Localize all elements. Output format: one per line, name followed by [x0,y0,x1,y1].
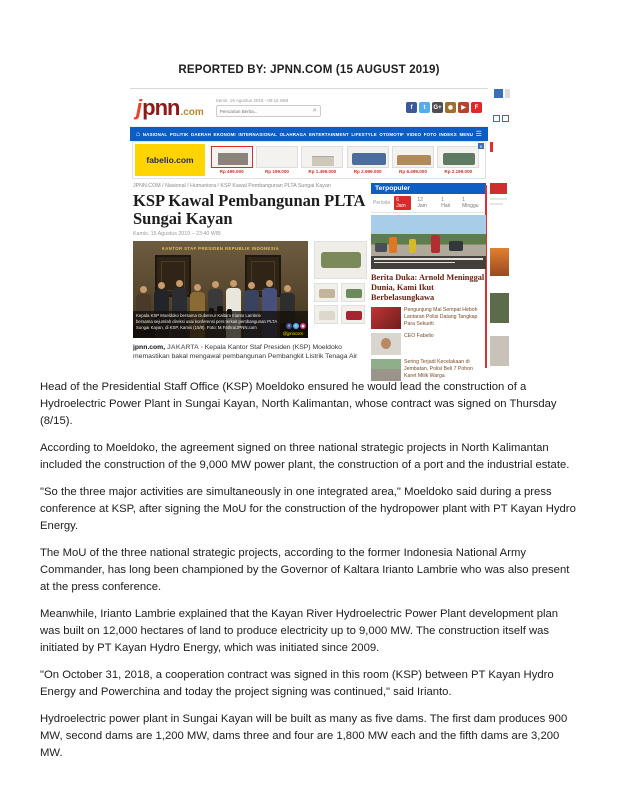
instagram-share-icon[interactable]: ◉ [301,323,305,328]
fragment-icon [494,89,503,98]
social-icon-row [406,102,482,113]
paragraph: Head of the Presidential Staff Office (KSP) Moeldoko ensured he would lead the construction of a Hydroelectric Power Plant in Sungai Kayan, North Kalimantan, whose contract was signed on Thursday (8/15). [40,381,557,428]
sidebar-item[interactable] [371,359,486,381]
nav-foto[interactable]: FOTO [423,131,437,137]
facebook-share-icon[interactable]: f [286,323,292,329]
side-ad-strip[interactable] [314,241,367,338]
nav-olahraga[interactable]: OLAHRAGA [279,131,307,137]
photo-watermark: @jpnncom [280,331,306,337]
nav-indeks[interactable]: INDEKS [439,131,457,137]
fragment-image [490,336,509,366]
report-title: REPORTED BY: JPNN.COM (15 AUGUST 2019) [178,64,440,76]
ad-price: Rp 6.499.000 [399,169,427,174]
main-nav [130,127,488,141]
nav-video[interactable]: VIDEO [406,131,422,137]
google-plus-icon[interactable]: G+ [432,102,443,113]
sidebar-item[interactable] [371,307,486,329]
sidebar-photo-caption [371,256,486,269]
photo-backdrop-text: KANTOR STAF PRESIDEN REPUBLIK INDONESIA [161,245,280,251]
article-lead [133,343,367,363]
ad-product-image [392,146,434,168]
photo-row [133,241,367,338]
home-icon[interactable]: ⌂ [136,130,141,138]
nav-daerah[interactable]: DAERAH [190,131,211,137]
fragment-image [490,248,509,276]
ad-price: Rp 1.499.000 [308,169,337,174]
fragment-icon [493,115,500,122]
fragment [505,89,510,98]
terpopuler-header: Terpopuler [371,183,486,194]
fragment [490,183,507,194]
lead-location: JAKARTA - [167,343,203,351]
fragment-image [490,293,509,323]
sidebar-item-headline: Sering Terjadi Kecelakaan di Jembatan, Polisi Beli 7 Pohon Karet Milik Warga [404,358,473,379]
photo-caption: Kepala KSP Moeldoko bersama Gubernur Kaltara Irianto Lambrie bersama sejumlah direksi usai konferensi pers terkait pembangunan PLTA Sungai Kayan, di KSP, Kamis (15/8). Foto: M.Fathra/JPNN.com [133,311,308,338]
tab-12jam[interactable]: 12 Jam [417,197,427,209]
facebook-icon[interactable]: f [406,102,417,113]
photo-share-icons [286,323,306,329]
nav-otomotif[interactable]: OTOMOTIF [379,131,405,137]
flipboard-icon[interactable]: F [471,102,482,113]
ad-price: Rp 2.199.000 [444,169,473,174]
nav-ekonomi[interactable]: EKONOMI [213,131,236,137]
ad-product-image [301,146,343,168]
ad-product-image [437,146,479,168]
sidebar-lead-photo[interactable] [371,215,486,269]
ad-thumb[interactable] [314,305,338,324]
ad-product[interactable] [255,146,299,174]
sidebar-lead-headline[interactable]: Berita Duka: Arnold Meninggal Dunia, Kami Ikut Berbelasungkawa [371,273,485,302]
logo-pnn: pnn [142,94,180,120]
fabelio-logo[interactable] [135,144,205,176]
sidebar-item[interactable] [371,333,486,355]
sidebar-item-thumb [371,333,401,355]
sidebar-item-thumb [371,359,401,381]
lead-text: Kepala Kantor Staf Presiden (KSP) Moeldoko memastikan bakal mengawal pembangunan Pembangkit Listrik Tenaga Air [133,343,358,361]
paragraph: "So the three major activities are simultaneously in one integrated area," Moeldoko said during a press conference at KSP, after signing the MoU for the construction of the hydropower plant with PT Kayan Hydro Energy. [40,485,576,533]
article-photo [133,241,308,338]
youtube-icon[interactable]: ▶ [458,102,469,113]
lead-brand: jpnn.com, [133,343,166,351]
nav-internasional[interactable]: INTERNASIONAL [238,131,278,137]
breadcrumb[interactable]: JPNN.COM / Nasional / Humaniora / KSP Kawal Pembangunan PLTA Sungai Kayan [133,183,331,189]
ad-price: Rp 499.000 [219,169,244,174]
ad-product-image [256,146,298,168]
article-column [133,183,367,372]
fragment [490,142,493,152]
jpnn-logo[interactable] [136,94,204,120]
tab-1minggu[interactable]: 1 Minggu [462,197,479,209]
paragraph: "On October 31, 2018, a cooperation contract was signed in this room (KSP) between PT Kayan Hydro Energy and Powerchina and today the project signing was continued," said Irianto. [40,668,554,698]
ad-price: Rp 2.999.000 [353,169,382,174]
nav-menu[interactable]: MENU [459,131,474,137]
search-input[interactable] [217,109,313,114]
ad-thumb-grid [314,283,367,324]
nav-politik[interactable]: POLITIK [169,131,189,137]
ad-product[interactable] [346,146,390,174]
article-date: Kamis, 15 Agustus 2019 – 23:40 WIB [133,230,221,237]
logo-j: j [136,94,143,120]
ad-thumb[interactable] [314,283,338,302]
ad-product[interactable] [300,146,344,174]
ad-close-icon[interactable]: ✕ [479,143,483,149]
sidebar-item-headline: CEO Fabelio [404,332,434,339]
header-date: Senin, 19 Agustus 2019 - 09:15 WIB [215,98,289,103]
fragment [490,203,503,205]
cropped-right-column [488,88,512,373]
fragment-icon [502,115,509,122]
ad-products [205,146,485,174]
search-icon[interactable]: ⌕ [312,107,317,114]
article-title: KSP Kawal Pembangunan PLTA Sungai Kayan [133,191,365,228]
terpopuler-tabs [371,194,486,213]
ad-banner[interactable] [132,141,486,179]
paragraph: The MoU of the three national strategic projects, according to the former Indonesia National Army Commander, has long been championed by the Governor of Kaltara Irianto Lambrie who was also present at the press conference. [40,546,570,594]
ad-thumb[interactable] [341,305,365,324]
sidebar-item-thumb [371,307,401,329]
news-site-screenshot [130,88,512,379]
header-middle [216,98,321,117]
search-box[interactable] [216,105,321,117]
ad-thumb[interactable] [341,283,365,302]
paragraph: Meanwhile, Irianto Lambrie explained that the Kayan River Hydroelectric Power Plant development plan was built on 12,000 hectares of land to produce electricity up to 9,000 MW. The construction itself was initiated by PT Kayan Hydro Energy, which was initiated since 2009. [40,607,559,655]
twitter-icon[interactable]: t [419,102,430,113]
ad-product[interactable] [436,146,480,174]
content-area [130,179,488,379]
logo-com: .com [180,106,204,118]
twitter-share-icon[interactable]: t [293,323,299,329]
ad-product-image [347,146,389,168]
site-header [130,89,488,127]
nav-nasional[interactable]: NASIONAL [142,131,168,137]
nav-lifestyle[interactable]: LIFESTYLE [351,131,377,137]
paragraph: Hydroelectric power plant in Sungai Kayan will be built as many as five dams. The first dam produces 900 MW, second dams are 1,200 MW, dams three and four are 1,800 MW each and the fifth dams are 3,200 MW. [40,712,568,759]
ad-product-image [211,146,253,168]
terpopuler-sidebar [371,183,486,379]
fragment [490,198,507,200]
ad-thumb-sofa[interactable] [314,241,367,279]
ad-product[interactable] [391,146,435,174]
instagram-icon[interactable]: ◉ [445,102,456,113]
webpage [130,88,488,379]
tab-6jam[interactable]: 6 Jam [394,196,411,210]
hamburger-icon[interactable]: ☰ [475,130,482,138]
tab-1hari[interactable]: 1 Hari [441,197,451,209]
nav-entertainment[interactable]: ENTERTAINMENT [309,131,349,137]
paragraph: According to Moeldoko, the agreement signed on three national strategic projects in North Kalimantan included the construction of the 9,000 MW power plant, the construction of a port and the industrial estate. [40,441,570,472]
report-body [40,379,579,771]
sidebar-item-headline: Pengunjung Mal Sempat Heboh Lantaran Polisi Datang Tangkap Para Sekuriti [404,306,478,327]
ad-price: Rp 199.000 [264,169,289,174]
period-label: Periode [373,200,391,206]
fabelio-brand-text: fabelio.com [146,155,194,165]
sidebar-scroll-indicator [485,185,487,368]
ad-product[interactable] [210,146,254,174]
